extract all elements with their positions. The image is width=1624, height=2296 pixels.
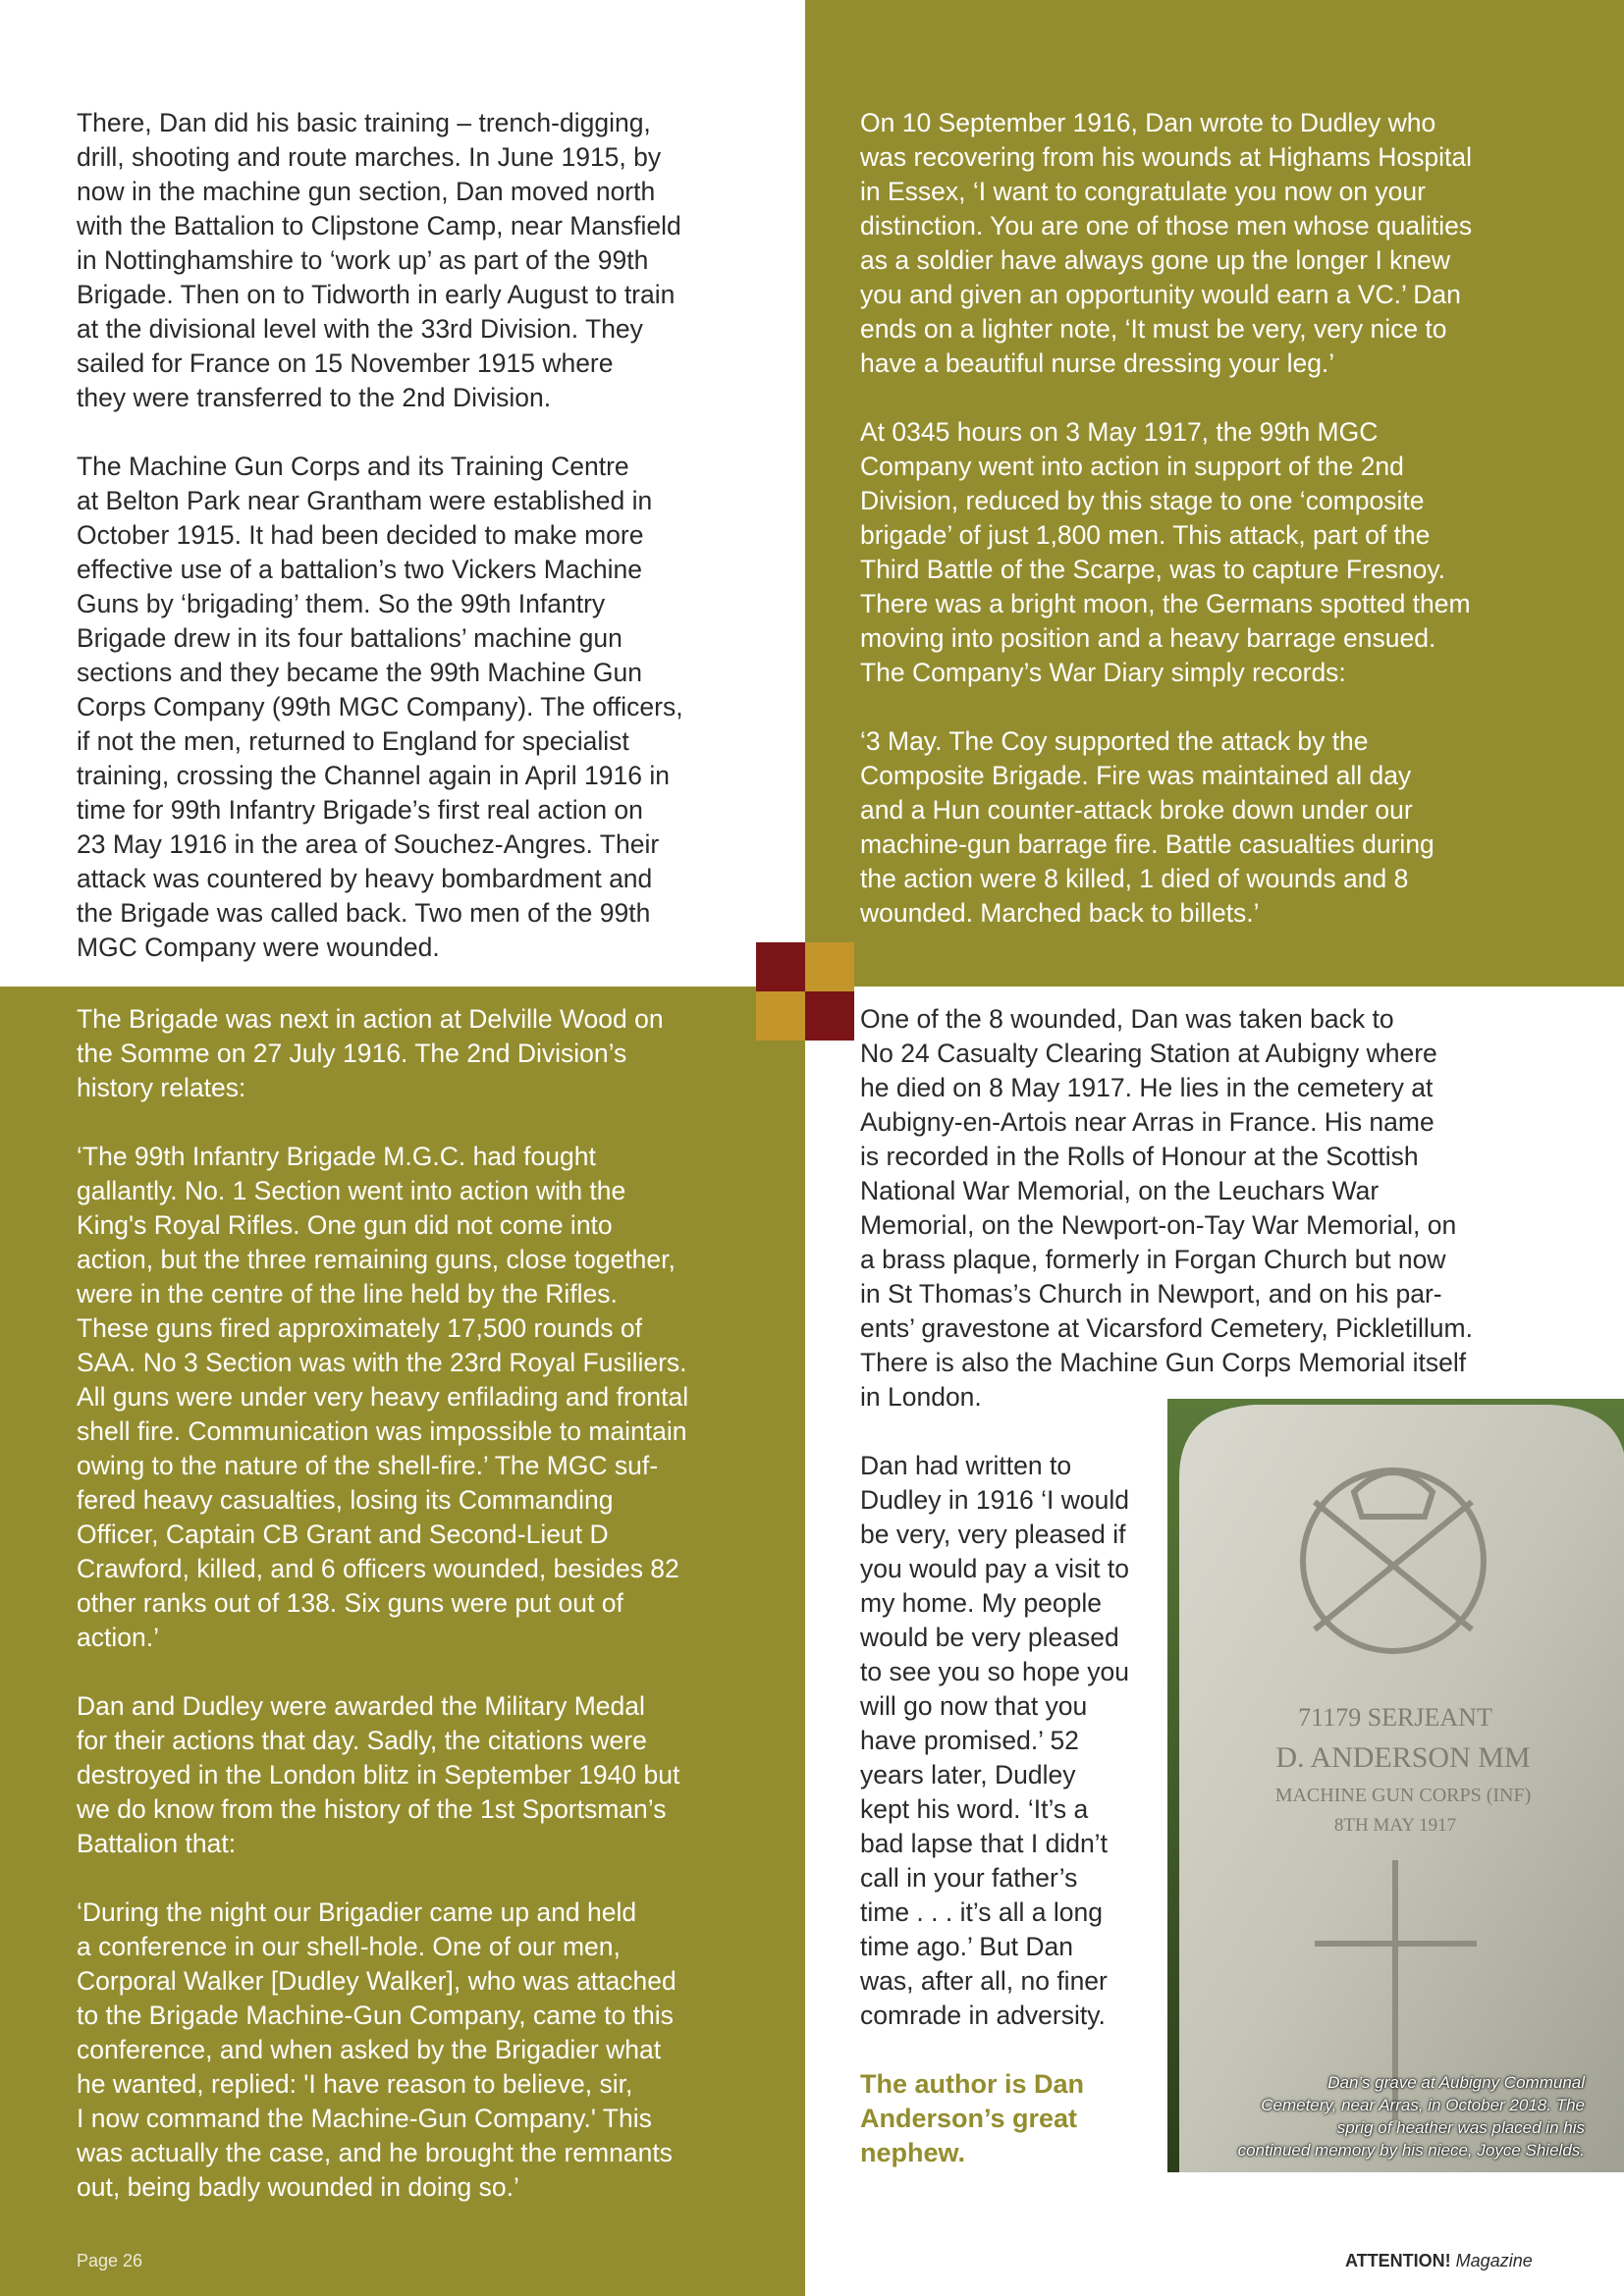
text-line: The Company’s War Diary simply records: (860, 658, 1346, 687)
text-line: my home. My people (860, 1588, 1102, 1618)
decorative-square-maroon (756, 942, 805, 991)
article-column-top-left (77, 106, 683, 965)
article-narrow-column (860, 1449, 1129, 2170)
text-line: SAA. No 3 Section was with the 23rd Royal Fusiliers. (77, 1348, 687, 1377)
text-line: at the divisional level with the 33rd Division. They (77, 314, 643, 344)
paragraph (77, 106, 683, 415)
text-line: they were transferred to the 2nd Division. (77, 383, 552, 412)
article-column-bottom-right (860, 1002, 1473, 1415)
article-column-top-right (860, 106, 1472, 931)
text-line: with the Battalion to Clipstone Camp, near Mansfield (77, 211, 681, 240)
text-line: These guns fired approximately 17,500 rounds of (77, 1313, 642, 1343)
text-line: kept his word. ‘It’s a (860, 1794, 1089, 1824)
text-line: the Brigade was called back. Two men of the 99th (77, 898, 651, 928)
text-line: were in the centre of the line held by the Rifles. (77, 1279, 618, 1308)
text-line: out, being badly wounded in doing so.’ (77, 2172, 519, 2202)
text-line: Guns by ‘brigading’ them. So the 99th Infantry (77, 589, 606, 618)
article-column-bottom-left (77, 1002, 688, 2205)
text-line: call in your father’s (860, 1863, 1078, 1893)
svg-text:8TH MAY 1917: 8TH MAY 1917 (1333, 1815, 1457, 1836)
text-line: October 1915. It had been decided to make more (77, 520, 644, 550)
text-line: gallantly. No. 1 Section went into action with the (77, 1176, 626, 1205)
text-line: time for 99th Infantry Brigade’s first real action on (77, 795, 643, 825)
text-line: Company went into action in support of the 2nd (860, 452, 1404, 481)
paragraph (860, 106, 1472, 381)
text-line: was recovering from his wounds at Highams Hospital (860, 142, 1473, 172)
text-line: sections and they became the 99th Machine Gun (77, 658, 642, 687)
text-line: sailed for France on 15 November 1915 where (77, 348, 614, 378)
decorative-square-gold (805, 942, 854, 991)
text-line: Memorial, on the Newport-on-Tay War Memorial, on (860, 1210, 1457, 1240)
paragraph (77, 1689, 688, 1861)
text-line: in St Thomas’s Church in Newport, and on his par- (860, 1279, 1442, 1308)
text-line: years later, Dudley (860, 1760, 1076, 1789)
text-line: Division, reduced by this stage to one ‘composite (860, 486, 1425, 515)
text-line: he wanted, replied: 'I have reason to believe, sir, (77, 2069, 633, 2099)
text-line: at Belton Park near Grantham were established in (77, 486, 653, 515)
text-line: Anderson’s great (860, 2104, 1078, 2133)
text-line: Corporal Walker [Dudley Walker], who was attached (77, 1966, 677, 1996)
paragraph (77, 1002, 688, 1105)
text-line: in London. (860, 1382, 982, 1412)
text-line: action, but the three remaining guns, close together, (77, 1245, 676, 1274)
text-line: now in the machine gun section, Dan moved north (77, 177, 656, 206)
text-line: and a Hun counter-attack broke down under our (860, 795, 1413, 825)
text-line: Dan and Dudley were awarded the Military Medal (77, 1691, 645, 1721)
text-line: King's Royal Rifles. One gun did not come into (77, 1210, 613, 1240)
text-line: I now command the Machine-Gun Company.' This (77, 2104, 652, 2133)
text-line: There, Dan did his basic training – trench-digging, (77, 108, 651, 137)
text-line: other ranks out of 138. Six guns were put out of (77, 1588, 623, 1618)
text-line: effective use of a battalion’s two Vickers Machine (77, 555, 642, 584)
text-line: a conference in our shell-hole. One of our men, (77, 1932, 621, 1961)
text-line: the Somme on 27 July 1916. The 2nd Division’s (77, 1039, 627, 1068)
text-line: bad lapse that I didn’t (860, 1829, 1108, 1858)
text-line: as a soldier have always gone up the longer I knew (860, 245, 1451, 275)
text-line: ‘The 99th Infantry Brigade M.G.C. had fought (77, 1142, 596, 1171)
text-line: No 24 Casualty Clearing Station at Aubigny where (860, 1039, 1437, 1068)
text-line: ends on a lighter note, ‘It must be very, very nice to (860, 314, 1447, 344)
text-line: Dan’s grave at Aubigny Communal (1327, 2073, 1585, 2092)
text-line: nephew. (860, 2138, 966, 2167)
text-line: One of the 8 wounded, Dan was taken back to (860, 1004, 1394, 1034)
gravestone-photo (1167, 1399, 1624, 2172)
author-note (860, 2067, 1129, 2170)
text-line: history relates: (77, 1073, 246, 1102)
text-line: The Brigade was next in action at Delville Wood on (77, 1004, 664, 1034)
text-line: time . . . it’s all a long (860, 1897, 1103, 1927)
text-line: Crawford, killed, and 6 officers wounded, besides 82 (77, 1554, 679, 1583)
paragraph (77, 450, 683, 965)
text-line: action.’ (77, 1623, 159, 1652)
text-line: Battalion that: (77, 1829, 237, 1858)
text-line: At 0345 hours on 3 May 1917, the 99th MGC (860, 417, 1379, 447)
text-line: in Essex, ‘I want to congratulate you now on your (860, 177, 1426, 206)
svg-text:71179 SERJEANT: 71179 SERJEANT (1298, 1703, 1492, 1732)
text-line: brigade’ of just 1,800 men. This attack, part of the (860, 520, 1431, 550)
text-line: you would pay a visit to (860, 1554, 1129, 1583)
text-line: Corps Company (99th MGC Company). The officers, (77, 692, 683, 721)
text-line: Officer, Captain CB Grant and Second-Lieut D (77, 1520, 609, 1549)
paragraph (77, 1140, 688, 1655)
text-line: Composite Brigade. Fire was maintained all day (860, 761, 1412, 790)
text-line: you and given an opportunity would earn a VC.’ Dan (860, 280, 1461, 309)
text-line: machine-gun barrage fire. Battle casualties during (860, 829, 1435, 859)
text-line: have a beautiful nurse dressing your leg.’ (860, 348, 1335, 378)
text-line: distinction. You are one of those men whose qualities (860, 211, 1473, 240)
text-line: 23 May 1916 in the area of Souchez-Angres. Their (77, 829, 660, 859)
text-line: Cemetery, near Arras, in October 2018. The (1261, 2096, 1585, 2114)
text-line: if not the men, returned to England for specialist (77, 726, 629, 756)
text-line: was actually the case, and he brought the remnants (77, 2138, 673, 2167)
text-line: Dudley in 1916 ‘I would (860, 1485, 1130, 1515)
text-line: will go now that you (860, 1691, 1088, 1721)
text-line: wounded. Marched back to billets.’ (860, 898, 1260, 928)
text-line: On 10 September 1916, Dan wrote to Dudley who (860, 108, 1436, 137)
text-line: ‘3 May. The Coy supported the attack by the (860, 726, 1369, 756)
text-line: the action were 8 killed, 1 died of wounds and 8 (860, 864, 1409, 893)
text-line: Brigade. Then on to Tidworth in early August to train (77, 280, 676, 309)
text-line: continued memory by his niece, Joyce Shields. (1237, 2141, 1585, 2160)
text-line: is recorded in the Rolls of Honour at the Scottish (860, 1142, 1419, 1171)
paragraph (77, 1896, 688, 2205)
text-line: There is also the Machine Gun Corps Memorial itself (860, 1348, 1467, 1377)
magazine-name (1345, 2251, 1533, 2271)
text-line: The Machine Gun Corps and its Training Centre (77, 452, 629, 481)
text-line: a brass plaque, formerly in Forgan Church but now (860, 1245, 1446, 1274)
text-line: Dan had written to (860, 1451, 1072, 1480)
text-line: There was a bright moon, the Germans spotted them (860, 589, 1471, 618)
text-line: The author is Dan (860, 2069, 1085, 2099)
text-line: attack was countered by heavy bombardment and (77, 864, 653, 893)
text-line: be very, very pleased if (860, 1520, 1126, 1549)
text-line: MGC Company were wounded. (77, 933, 440, 962)
text-line: Brigade drew in its four battalions’ machine gun (77, 623, 623, 653)
text-line: have promised.’ 52 (860, 1726, 1079, 1755)
decorative-square-gold (756, 991, 805, 1041)
text-line: drill, shooting and route marches. In June 1915, by (77, 142, 662, 172)
text-line: Aubigny-en-Artois near Arras in France. His name (860, 1107, 1435, 1137)
text-line: he died on 8 May 1917. He lies in the cemetery at (860, 1073, 1434, 1102)
svg-text:D. ANDERSON MM: D. ANDERSON MM (1275, 1741, 1531, 1774)
text-line: conference, and when asked by the Brigadier what (77, 2035, 662, 2064)
text-line: sprig of heather was placed in his (1336, 2118, 1585, 2137)
magazine-brand: ATTENTION! (1345, 2251, 1451, 2270)
text-line: All guns were under very heavy enfilading and frontal (77, 1382, 689, 1412)
text-line: ‘During the night our Brigadier came up and held (77, 1897, 637, 1927)
svg-text:MACHINE GUN CORPS (INF): MACHINE GUN CORPS (INF) (1274, 1785, 1532, 1806)
text-line: moving into position and a heavy barrage ensued. (860, 623, 1436, 653)
text-line: training, crossing the Channel again in April 1916 in (77, 761, 671, 790)
text-line: comrade in adversity. (860, 2001, 1106, 2030)
text-line: to the Brigade Machine-Gun Company, came to this (77, 2001, 674, 2030)
text-line: for their actions that day. Sadly, the citations were (77, 1726, 647, 1755)
text-line: Third Battle of the Scarpe, was to capture Fresnoy. (860, 555, 1446, 584)
text-line: time ago.’ But Dan (860, 1932, 1074, 1961)
text-line: National War Memorial, on the Leuchars War (860, 1176, 1380, 1205)
paragraph (860, 724, 1472, 931)
paragraph (860, 1002, 1473, 1415)
text-line: fered heavy casualties, losing its Commanding (77, 1485, 614, 1515)
text-line: would be very pleased (860, 1623, 1119, 1652)
text-line: owing to the nature of the shell-fire.’ The MGC suf- (77, 1451, 659, 1480)
text-line: in Nottinghamshire to ‘work up’ as part of the 99th (77, 245, 649, 275)
page-number: Page 26 (77, 2251, 143, 2270)
paragraph (860, 415, 1472, 690)
text-line: destroyed in the London blitz in September 1940 but (77, 1760, 680, 1789)
text-line: to see you so hope you (860, 1657, 1130, 1686)
text-line: shell fire. Communication was impossible to maintain (77, 1416, 687, 1446)
text-line: ents’ gravestone at Vicarsford Cemetery, Pickletillum. (860, 1313, 1473, 1343)
text-line: we do know from the history of the 1st Sportsman’s (77, 1794, 667, 1824)
photo-caption (1167, 2071, 1585, 2162)
magazine-label: Magazine (1455, 2251, 1533, 2270)
narrow-paragraph (860, 1449, 1129, 2033)
decorative-square-maroon (805, 991, 854, 1041)
text-line: was, after all, no finer (860, 1966, 1108, 1996)
